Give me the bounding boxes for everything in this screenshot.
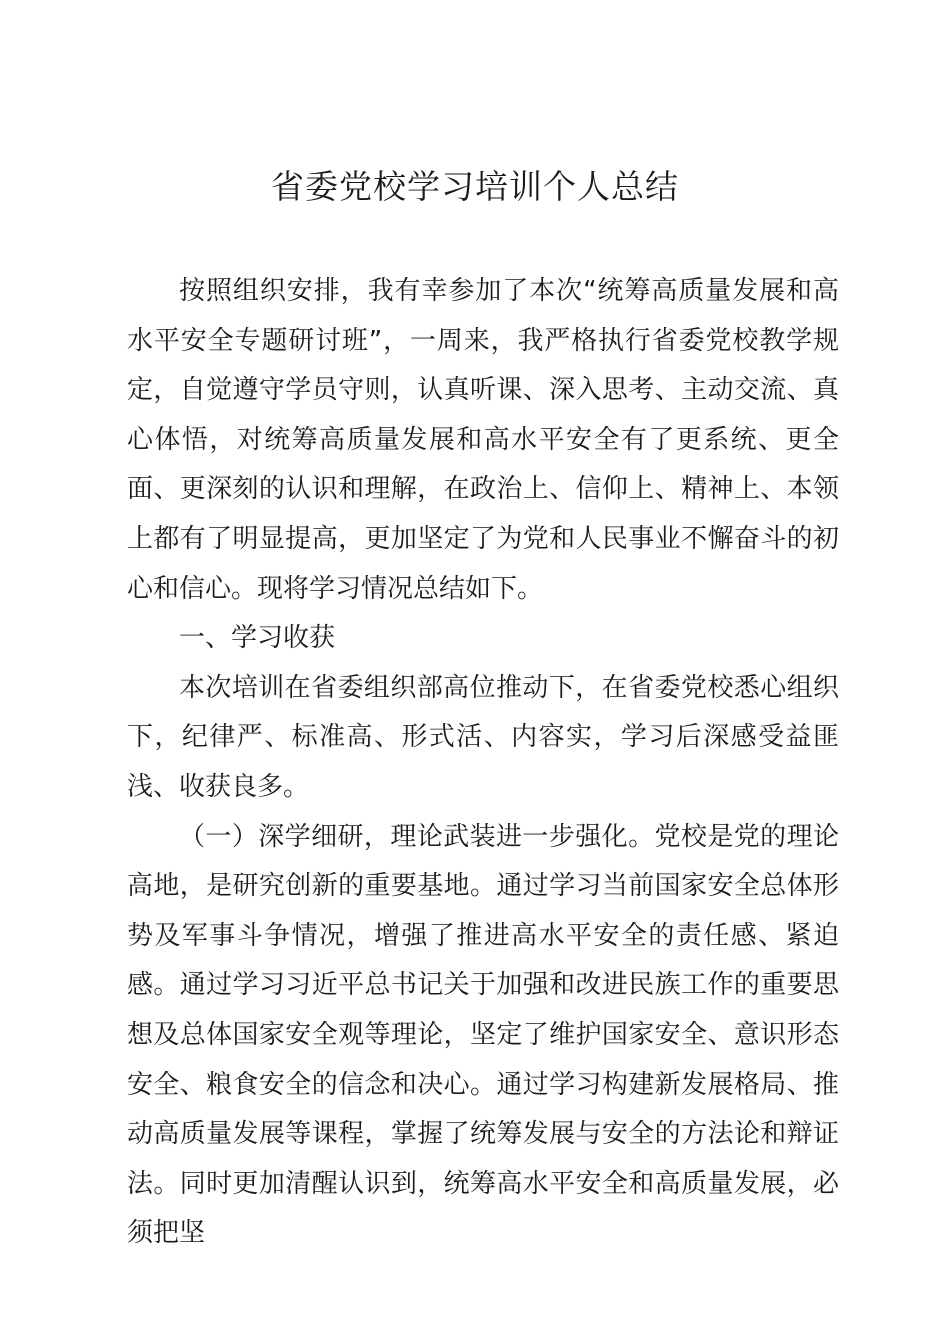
section-heading-learning-gains: 一、学习收获 <box>179 623 336 654</box>
paragraph-theory-study: （一）深学细研，理论武装进一步强化。党校是党的理论高地，是研究创新的重要基地。通过学习当前国家安全总体形势及军事斗争情况，增强了推进高水平安全的责任感、紧迫感。通过学习习近平总书记关于加强和改进民族工作的重要思想及总体国家安全观等理论，坚定了维护国家安全、意识形态安全、粮食安全的信念和决心。通过学习构建新发展格局、推动高质量发展等课程，掌握了统筹发展与安全的方法论和辩证法。同时更加清醒认识到，统筹高水平安全和高质量发展，必须把坚 <box>127 821 839 1249</box>
paragraph-training-overview: 本次培训在省委组织部高位推动下，在省委党校悉心组织下，纪律严、标准高、形式活、内容实，学习后深感受益匪浅、收获良多。 <box>127 672 839 802</box>
paragraph-intro: 按照组织安排，我有幸参加了本次“统筹高质量发展和高水平安全专题研讨班”，一周来，我严格执行省委党校教学规定，自觉遵守学员守则，认真听课、深入思考、主动交流、真心体悟，对统筹高质量发展和高水平安全有了更系统、更全面、更深刻的认识和理解，在政治上、信仰上、精神上、本领上都有了明显提高，更加坚定了为党和人民事业不懈奋斗的初心和信心。现将学习情况总结如下。 <box>127 276 839 604</box>
document-body <box>127 267 839 1259</box>
document-title: 省委党校学习培训个人总结 <box>271 167 679 206</box>
